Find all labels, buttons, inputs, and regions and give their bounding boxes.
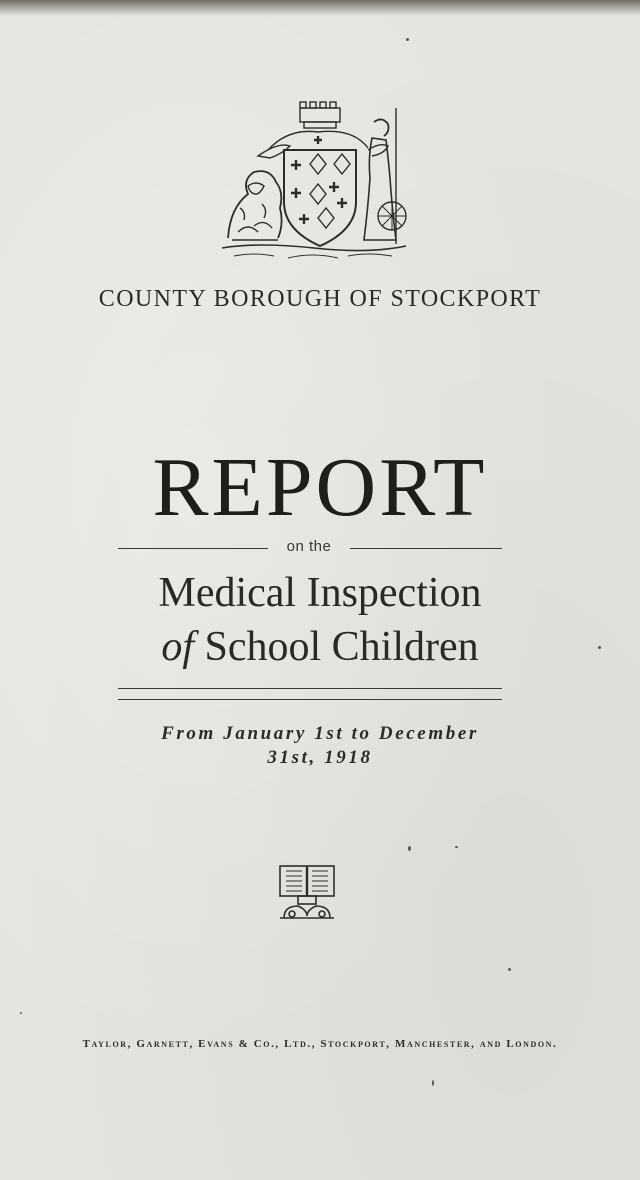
- report-title: REPORT: [152, 441, 488, 534]
- printer-imprint: Taylor, Garnett, Evans & Co., Ltd., Stockport, Manchester, and London.: [82, 1038, 558, 1050]
- report-period: [0, 722, 640, 770]
- right-rule: [350, 548, 502, 549]
- paper-speck: [20, 1012, 22, 1014]
- page-top-shadow: [0, 0, 640, 16]
- period-line-2: 31st, 1918: [267, 747, 373, 768]
- coat-of-arms-icon: [218, 98, 410, 270]
- paper-speck: [455, 846, 458, 848]
- paper-speck: [432, 1080, 434, 1086]
- subtitle-school-children: School Children: [204, 624, 479, 670]
- paper-speck: [598, 646, 601, 649]
- paper-speck: [508, 968, 511, 971]
- subtitle-line-1: Medical Inspection: [158, 570, 482, 616]
- connector-row: [118, 538, 502, 558]
- paper-speck: [406, 38, 409, 41]
- period-line-1: From January 1st to December: [161, 723, 479, 744]
- authority-heading: COUNTY BOROUGH OF STOCKPORT: [98, 286, 542, 312]
- subtitle-of: of: [161, 624, 194, 670]
- left-rule: [118, 548, 268, 549]
- connector-text: on the: [286, 538, 332, 555]
- double-rule-divider: [118, 688, 502, 700]
- subtitle-line-2: [0, 626, 640, 668]
- open-book-emblem-icon: [276, 862, 338, 922]
- paper-speck: [408, 846, 411, 851]
